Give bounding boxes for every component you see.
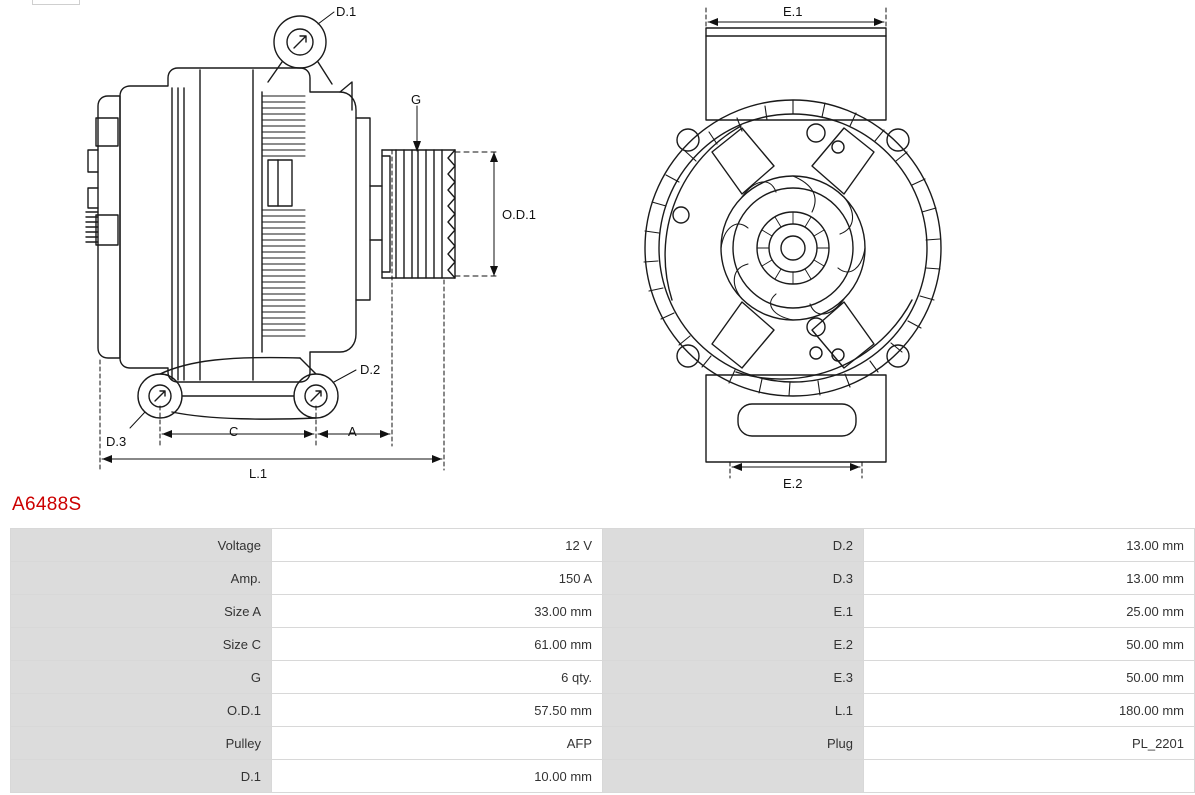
spec-label: Pulley	[11, 727, 272, 760]
spec-label: Size A	[11, 595, 272, 628]
spec-value-empty	[864, 760, 1195, 793]
table-row	[11, 760, 1195, 793]
label-c: C	[229, 424, 239, 439]
label-od1: O.D.1	[502, 207, 536, 222]
label-e1: E.1	[783, 4, 803, 19]
table-row	[11, 562, 1195, 595]
spec-label: Plug	[603, 727, 864, 760]
spec-label: D.2	[603, 529, 864, 562]
spec-label: E.1	[603, 595, 864, 628]
page-title: A6488S	[12, 494, 82, 515]
label-g: G	[411, 92, 422, 107]
label-d1: D.1	[336, 4, 357, 19]
specifications-table	[10, 528, 1195, 793]
spec-label: E.3	[603, 661, 864, 694]
spec-label: Size C	[11, 628, 272, 661]
spec-value: AFP	[272, 727, 603, 760]
spec-value: 57.50 mm	[272, 694, 603, 727]
table-row	[11, 727, 1195, 760]
table-row	[11, 628, 1195, 661]
spec-label: E.2	[603, 628, 864, 661]
table-row	[11, 595, 1195, 628]
label-d2: D.2	[360, 362, 381, 377]
spec-value: 50.00 mm	[864, 661, 1195, 694]
spec-value: 61.00 mm	[272, 628, 603, 661]
spec-label: L.1	[603, 694, 864, 727]
spec-label: O.D.1	[11, 694, 272, 727]
table-row	[11, 529, 1195, 562]
spec-value: 150 A	[272, 562, 603, 595]
spec-label-empty	[603, 760, 864, 793]
spec-value: 25.00 mm	[864, 595, 1195, 628]
spec-value: 10.00 mm	[272, 760, 603, 793]
spec-value: 50.00 mm	[864, 628, 1195, 661]
spec-value: 6 qty.	[272, 661, 603, 694]
spec-label: D.1	[11, 760, 272, 793]
spec-value: 180.00 mm	[864, 694, 1195, 727]
spec-value: 33.00 mm	[272, 595, 603, 628]
table-row	[11, 661, 1195, 694]
spec-value: 12 V	[272, 529, 603, 562]
spec-value: 13.00 mm	[864, 529, 1195, 562]
label-e2: E.2	[783, 476, 803, 491]
label-l1: L.1	[249, 466, 268, 481]
label-d3: D.3	[106, 434, 127, 449]
table-row	[11, 694, 1195, 727]
spec-label: Voltage	[11, 529, 272, 562]
label-a: A	[348, 424, 357, 439]
spec-label: Amp.	[11, 562, 272, 595]
spec-value: PL_2201	[864, 727, 1195, 760]
spec-value: 13.00 mm	[864, 562, 1195, 595]
spec-label: D.3	[603, 562, 864, 595]
spec-label: G	[11, 661, 272, 694]
